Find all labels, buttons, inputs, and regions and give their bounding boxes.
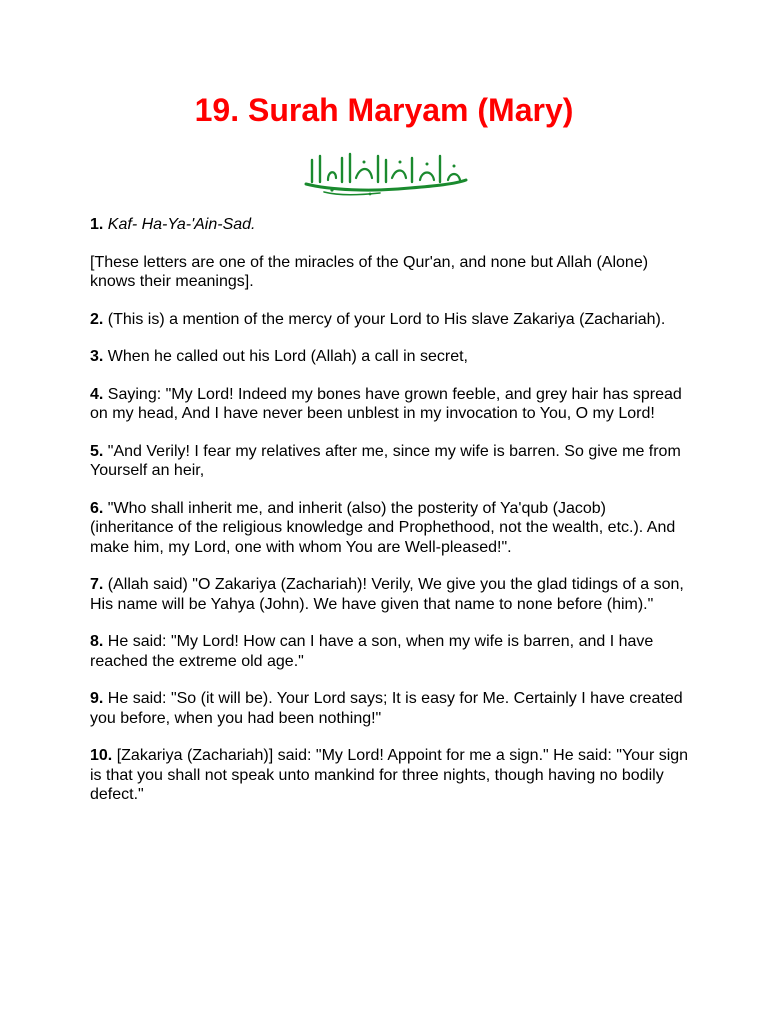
verse-number: 5.	[90, 442, 104, 460]
verse-number: 8.	[90, 633, 104, 650]
verse-number: 1.	[90, 216, 104, 233]
verse-text: "And Verily! I fear my relatives after me, since my wife is barren. So give me from Yourself an heir,	[90, 442, 681, 479]
verse-text: When he called out his Lord (Allah) a call in secret,	[107, 348, 468, 365]
verse-text: Kaf- Ha-Ya-'Ain-Sad.	[107, 216, 256, 233]
verse-number: 10.	[90, 747, 113, 764]
basmala-calligraphy	[300, 148, 470, 196]
verse-text: (Allah said) "O Zakariya (Zachariah)! Verily, We give you the glad tidings of a son, His name will be Yahya (John). We have given that name to none before (him)."	[90, 576, 684, 613]
verse-text: Saying: "My Lord! Indeed my bones have grown feeble, and grey hair has spread on my head, And I have never been unblest in my invocation to You, O my Lord!	[90, 385, 682, 422]
verse-10	[90, 746, 690, 805]
verse-7	[90, 575, 690, 614]
verse-6	[90, 499, 690, 558]
verse-number: 9.	[90, 690, 104, 707]
verse-3	[90, 347, 690, 367]
verse-number: 7.	[90, 576, 104, 593]
verse-4	[90, 385, 690, 424]
verse-number: 4.	[90, 385, 104, 403]
verse-list	[90, 215, 690, 823]
verse-text: He said: "My Lord! How can I have a son, when my wife is barren, and I have reached the extreme old age."	[90, 633, 654, 670]
verse-8	[90, 632, 690, 671]
verse-2	[90, 310, 690, 330]
verse-number: 6.	[90, 499, 104, 517]
verse-number: 2.	[90, 310, 104, 328]
basmala-text: بسم الله الرحمن الرحيم	[380, 178, 390, 179]
verse-1-note	[90, 253, 690, 292]
verse-text: (This is) a mention of the mercy of your Lord to His slave Zakariya (Zachariah).	[107, 310, 666, 328]
verse-text: "Who shall inherit me, and inherit (also) the posterity of Ya'qub (Jacob) (inheritance of the religious knowledge and Prophethood, not the wealth, etc.). And make him, my Lord, one with whom You are Well-pleased!".	[90, 499, 676, 556]
verse-text: He said: "So (it will be). Your Lord says; It is easy for Me. Certainly I have created you before, when you had been nothing!"	[90, 690, 683, 727]
verse-5	[90, 442, 690, 481]
verse-1	[90, 215, 690, 235]
verse-number: 3.	[90, 348, 104, 365]
verse-9	[90, 689, 690, 728]
page-title: 19. Surah Maryam (Mary)	[194, 92, 574, 128]
verse-text: [Zakariya (Zachariah)] said: "My Lord! Appoint for me a sign." He said: "Your sign is that you shall not speak unto mankind for three nights, though having no bodily defect."	[90, 747, 689, 803]
note-text: [These letters are one of the miracles of the Qur'an, and none but Allah (Alone) knows their meanings].	[90, 253, 649, 290]
